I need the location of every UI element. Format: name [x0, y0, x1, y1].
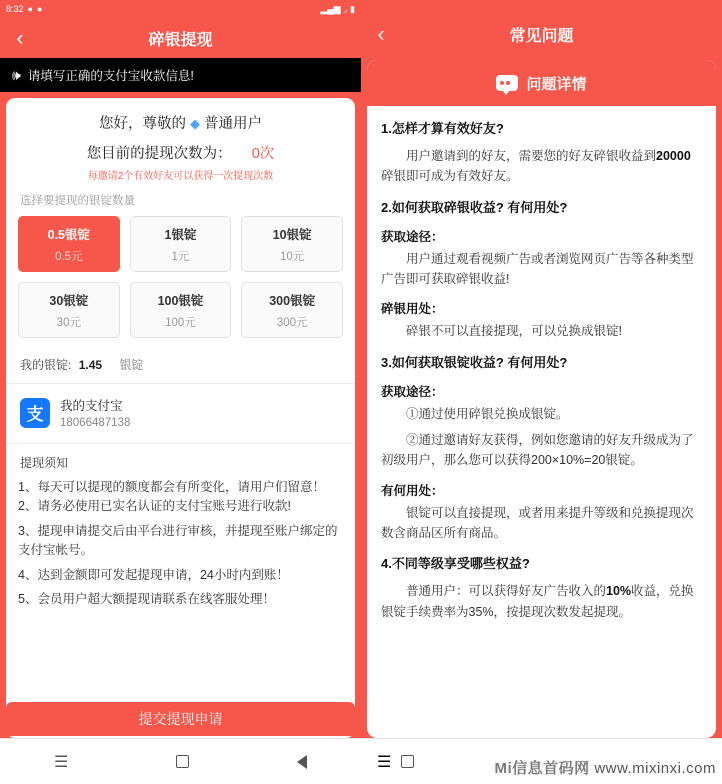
alipay-account: 18066487138 — [60, 417, 131, 429]
amount-option[interactable] — [130, 216, 232, 272]
faq-answer: 用户通过观看视频广告或者浏览网页广告等各种类型广告即可获取碎银收益! — [381, 251, 694, 287]
divider — [6, 443, 355, 444]
withdraw-count-value: 0次 — [251, 146, 275, 162]
amount-ingots: 100银锭 — [157, 294, 204, 308]
amount-yuan: 300元 — [276, 317, 308, 329]
amount-option[interactable] — [18, 282, 120, 338]
amount-ingots: 1银锭 — [164, 228, 197, 242]
faq-card-header — [367, 60, 716, 106]
invite-tip: 每邀请2个有效好友可以获得一次提现次数 — [87, 171, 274, 182]
note-item: 3、提现申请提交后由平台进行审核，并提现至账户绑定的支付宝帐号。 — [18, 523, 338, 558]
note-item: 4、达到金额即可发起提现申请，24小时内到账！ — [18, 567, 289, 582]
amount-yuan: 10元 — [280, 251, 305, 263]
signal-bars-icon: ▂▄▆ — [320, 3, 341, 14]
amount-yuan: 30元 — [56, 317, 81, 329]
faq-answer: 碎银不可以直接提现，可以兑换成银锭! — [406, 324, 622, 339]
system-navigation-bar — [0, 738, 722, 784]
amount-grid — [18, 216, 343, 338]
alipay-title: 我的支付宝 — [60, 399, 123, 413]
amount-option[interactable] — [130, 282, 232, 338]
faq-pane — [361, 0, 722, 784]
faq-answer: 普通用户：可以获得好友广告收入的10%收益，兑换银锭手续费率为35%，按提现次数发起提现。 — [381, 584, 694, 619]
status-bar-right — [361, 0, 722, 14]
faq-card-header-label: 问题详情 — [526, 75, 587, 93]
user-level: 普通用户 — [204, 116, 263, 132]
note-item: 5、会员用户超大额提现请联系在线客服处理！ — [18, 591, 275, 606]
wifi-icon: ◞ — [343, 3, 348, 14]
withdraw-card — [6, 98, 355, 738]
back-triangle-icon[interactable] — [297, 755, 307, 769]
faq-answer: ②通过邀请好友获得，例如您邀请的好友升级成为了初级用户，那么您可以获得200×10%=20银锭。 — [381, 433, 694, 468]
faq-subheading: 有何用处： — [381, 483, 444, 498]
app-badge-red-icon: ● — [27, 4, 33, 14]
submit-area — [6, 702, 355, 738]
faq-answer: 银锭可以直接提现，或者用来提升等级和兑换提现次数含商品区所有商品。 — [381, 505, 694, 540]
status-bar-left-group — [6, 4, 42, 14]
amount-select-label: 选择要提现的银锭数量 — [20, 195, 135, 207]
page-title: 常见问题 — [509, 27, 574, 45]
withdraw-titlebar — [0, 18, 361, 58]
withdraw-body — [0, 92, 361, 738]
amount-ingots: 10银锭 — [272, 228, 312, 242]
watermark-url: www.mixinxi.com — [594, 760, 716, 777]
balance-row — [20, 356, 343, 373]
watermark-brand: Mi信息首码网 — [494, 760, 590, 777]
menu-icon[interactable]: ☰ — [377, 753, 392, 771]
chat-bubble-icon — [496, 75, 518, 91]
submit-withdraw-button[interactable]: 提交提现申请 — [6, 702, 355, 736]
faq-highlight: 20000 — [656, 149, 691, 164]
balance-label: 我的银锭: — [20, 358, 72, 372]
nav-left-group — [0, 752, 361, 772]
faq-highlight: 10% — [606, 584, 632, 599]
home-square-icon[interactable] — [401, 755, 414, 768]
amount-option[interactable] — [241, 282, 343, 338]
amount-option[interactable] — [241, 216, 343, 272]
amount-ingots: 30银锭 — [49, 294, 89, 308]
divider — [6, 383, 355, 384]
back-chevron-left-icon[interactable]: ‹ — [16, 26, 24, 50]
alipay-text — [60, 396, 130, 429]
home-square-icon[interactable] — [176, 755, 189, 768]
amount-yuan: 100元 — [165, 317, 196, 329]
balance-value: 1.45 — [78, 358, 103, 372]
faq-subheading: 获取途径： — [381, 229, 444, 244]
withdraw-count-label: 您目前的提现次数为： — [86, 146, 232, 162]
balance-unit: 银锭 — [119, 358, 144, 372]
notice-text: 请填写正确的支付宝收款信息! — [27, 69, 194, 83]
notes-title: 提现须知 — [20, 456, 69, 470]
amount-ingots: 0.5银锭 — [47, 228, 91, 242]
page-title: 碎银提现 — [148, 31, 213, 49]
faq-card — [367, 60, 716, 738]
faq-question: 1.怎样才算有效好友? — [381, 121, 504, 136]
back-chevron-left-icon[interactable]: ‹ — [377, 22, 385, 46]
clock-time: 8:32 — [6, 4, 24, 14]
greeting-prefix: 您好，尊敬的 — [98, 116, 186, 132]
diamond-icon: ◆ — [190, 116, 200, 131]
faq-question: 3.如何获取银锭收益? 有何用处? — [381, 354, 568, 370]
status-bar-left — [0, 0, 361, 18]
amount-yuan: 0.5元 — [55, 251, 83, 263]
faq-question: 2.如何获取碎银收益? 有何用处? — [381, 199, 568, 215]
faq-answer: ①通过使用碎银兑换成银锭。 — [406, 406, 569, 421]
amount-yuan: 1元 — [171, 251, 190, 263]
notice-banner — [0, 58, 361, 92]
faq-subheading: 获取途径： — [381, 384, 444, 399]
faq-body — [367, 106, 716, 738]
withdraw-count-row — [18, 142, 343, 163]
watermark — [494, 757, 716, 778]
status-bar-right-group — [320, 4, 355, 15]
alipay-icon: 支 — [20, 398, 50, 428]
alipay-account-row[interactable] — [18, 394, 343, 439]
faq-titlebar — [361, 14, 722, 54]
amount-option[interactable] — [18, 216, 120, 272]
greeting-row — [18, 112, 343, 133]
faq-question: 4.不同等级享受哪些权益? — [381, 556, 530, 572]
battery-icon: ▮ — [350, 3, 355, 14]
app-badge-blue-icon: ● — [36, 4, 43, 14]
megaphone-icon: 🕪 — [12, 66, 21, 83]
faq-subheading: 碎银用处： — [381, 302, 444, 317]
menu-icon[interactable]: ☰ — [53, 753, 69, 771]
faq-answer: 用户邀请到的好友，需要您的好友碎银收益到20000碎银即可成为有效好友。 — [381, 149, 691, 184]
amount-ingots: 300银锭 — [269, 294, 316, 308]
note-item: 1、每天可以提现的额度都会有所变化，请用户们留意！ 2、请务必使用已实名认证的支付宝账号进行收款! — [18, 480, 325, 514]
